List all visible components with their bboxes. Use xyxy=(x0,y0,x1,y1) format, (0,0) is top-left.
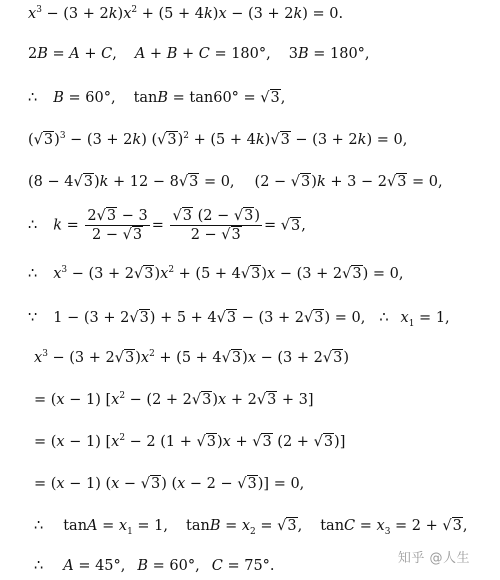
equation-k-value: ∴ k = $\frac{2√3 - 3}{2 - √3}$ = $\frac{√3 (2 - √3)}{2 - √3}$ = √3, xyxy=(28,208,306,243)
therefore-symbol: ∴ xyxy=(28,217,38,234)
equation-factor-final: = (x − 1) (x − √3) (x − 2 − √3)] = 0, xyxy=(34,476,305,492)
therefore-symbol: ∴ xyxy=(379,310,389,326)
therefore-symbol: ∴ xyxy=(28,90,38,106)
equation-angle-values: ∴ A = 45°, B = 60°, C = 75°. xyxy=(34,558,275,574)
equation-substitute: $(√3)^3 - (3 + 2k) (√3)^2 + (5 + 4k)√3 - (3 + 2k) = 0$, xyxy=(28,131,408,148)
fraction-1: $\frac{2√3 - 3}{2 - √3}$ xyxy=(87,208,148,243)
equation-tangents: ∴ $\tan A = x_1 = 1$, $\tan B = x_2 = √3$, $\tan C = x_3 = 2 + √3$, xyxy=(34,518,468,537)
therefore-symbol: ∴ xyxy=(28,266,38,282)
watermark: 知乎 @人生 xyxy=(397,551,470,566)
equation-factor-step1: = (x − 1) $[x^2 - (2 + 2√3)x + 2√3 + 3]$ xyxy=(34,391,314,408)
equation-factor-step2: = (x − 1) [$x^2 - 2$ (1 + √3)x + √3 (2 + √3)] xyxy=(34,433,346,450)
because-symbol: ∵ xyxy=(28,310,38,326)
fraction-2: $\frac{√3 (2 - √3)}{2 - √3}$ xyxy=(172,208,260,243)
therefore-symbol: ∴ xyxy=(34,518,44,534)
equation-linear-k: (8 − 4√3)k + 12 − 8√3 = 0, (2 − √3)k + 3 − 2√3 = 0, xyxy=(28,174,443,190)
therefore-symbol: ∴ xyxy=(34,558,44,574)
equation-cubic: $x^3 - (3 + 2k)x^2 + (5 + 4k)x - (3 + 2k) = 0$. xyxy=(28,5,344,22)
equation-b-value: ∴ B = 60°, tanB = tan60° = √3, xyxy=(28,90,286,106)
equation-factor-start: $x^3 - (3 + 2√3)x^2 + (5 + 4√3)x - (3 + 2√3)$ xyxy=(34,349,349,366)
equation-cubic-substituted: ∴ $x^3 - (3 + 2√3)x^2 + (5 + 4√3)x - (3 + 2√3) = 0$, xyxy=(28,265,404,282)
equation-angles: 2B = A + C, A + B + C = 180°, 3B = 180°, xyxy=(28,46,370,62)
equation-root-check: ∵ 1 − (3 + 2√3) + 5 + 4√3 − (3 + 2√3) = 0, ∴ $x_1 = 1$, xyxy=(28,310,450,329)
